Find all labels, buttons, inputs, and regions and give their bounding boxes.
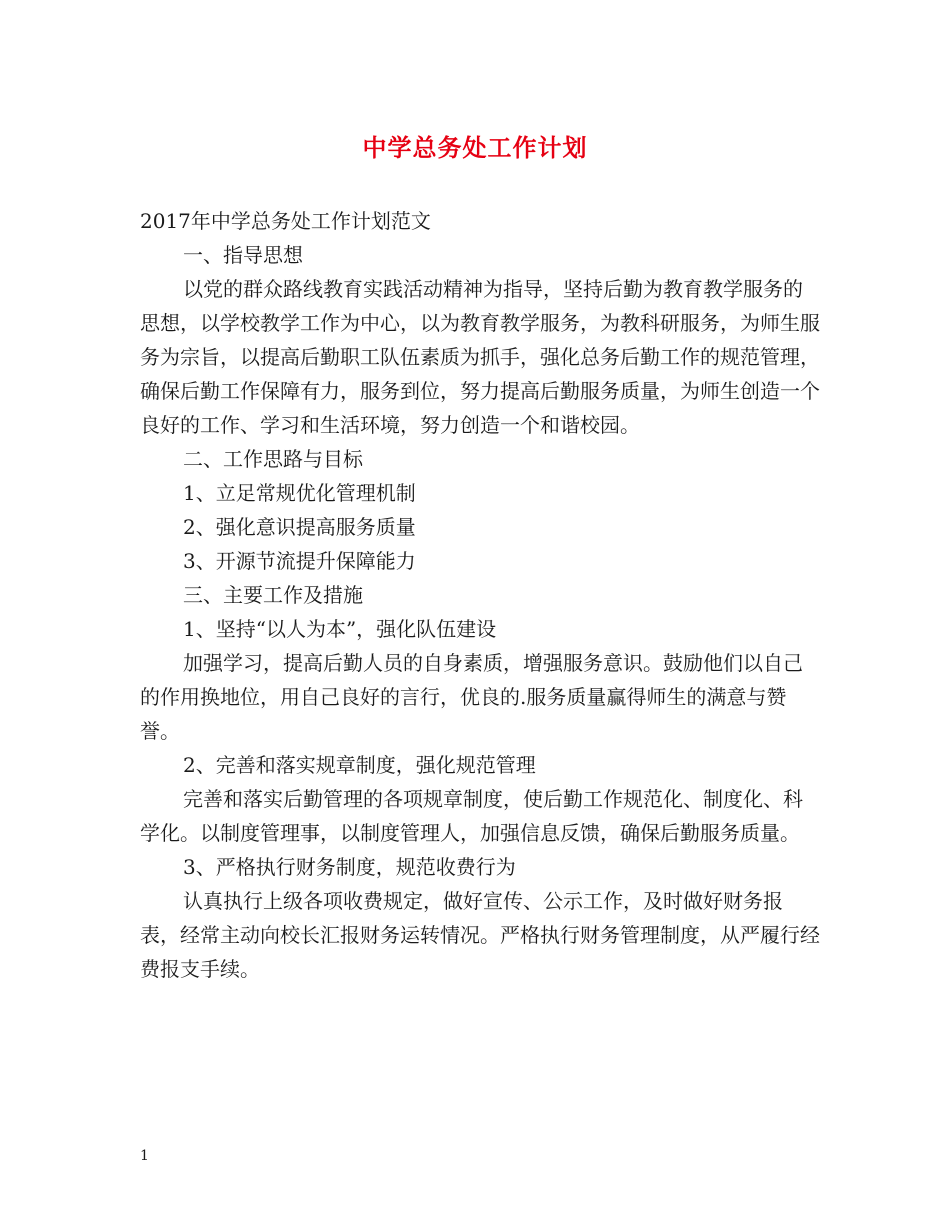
document-subtitle: 2017年中学总务处工作计划范文 xyxy=(140,209,431,233)
paragraph: 以党的群众路线教育实践活动精神为指导，坚持后勤为教育教学服务的思想，以学校教学工作为中心，以为教育教学服务，为教科研服务，为师生服务为宗旨，以提高后勤职工队伍素质为抓手，强化总务后勤工作的规范管理，确保后勤工作保障有力，服务到位，努力提高后勤服务质量，为师生创造一个良好的工作、学习和生活环境，努力创造一个和谐校园。 xyxy=(140,277,820,437)
sub-heading: 2、完善和落实规章制度，强化规范管理 xyxy=(183,753,536,777)
paragraph: 加强学习，提高后勤人员的自身素质，增强服务意识。鼓励他们以自己的作用换地位，用自己良好的言行，优良的.服务质量赢得师生的满意与赞誉。 xyxy=(140,651,803,743)
document-title: 中学总务处工作计划 xyxy=(362,133,588,162)
sub-heading: 1、坚持“以人为本”，强化队伍建设 xyxy=(183,617,497,641)
list-item: 1、立足常规优化管理机制 xyxy=(183,481,416,505)
paragraph: 完善和落实后勤管理的各项规章制度，使后勤工作规范化、制度化、科学化。以制度管理事，以制度管理人，加强信息反馈，确保后勤服务质量。 xyxy=(140,787,803,845)
page-number: 1 xyxy=(140,1148,149,1164)
list-item: 3、开源节流提升保障能力 xyxy=(183,549,416,573)
section-heading: 二、工作思路与目标 xyxy=(183,447,363,471)
section-heading: 一、指导思想 xyxy=(183,243,303,267)
paragraph: 认真执行上级各项收费规定，做好宣传、公示工作，及时做好财务报表，经常主动向校长汇报财务运转情况。严格执行财务管理制度，从严履行经费报支手续。 xyxy=(140,889,820,981)
section-heading: 三、主要工作及措施 xyxy=(183,583,363,607)
document-body xyxy=(140,204,820,986)
sub-heading: 3、严格执行财务制度，规范收费行为 xyxy=(183,855,516,879)
list-item: 2、强化意识提高服务质量 xyxy=(183,515,416,539)
